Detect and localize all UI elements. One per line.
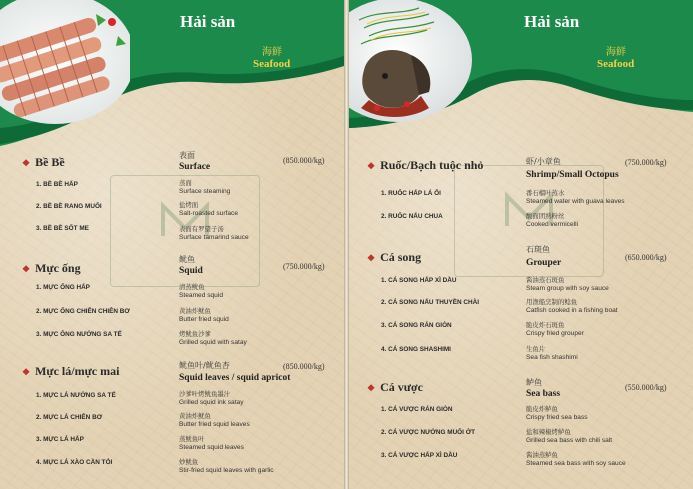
menu-item-en: Butter fried squid <box>179 316 229 323</box>
menu-item-name: 4. CÁ SONG SHASHIMI <box>381 346 451 353</box>
menu-item-cn: 生鱼片 <box>526 345 546 353</box>
menu-item-en: Crispy fried sea bass <box>526 414 588 421</box>
right-menu-page <box>349 0 693 489</box>
left-menu-page <box>0 0 344 489</box>
section-price: (850.000/kg) <box>283 156 325 165</box>
menu-item-en: Cooked vermicelli <box>526 221 579 228</box>
menu-item-cn: 蒸鱿鱼叶 <box>179 435 205 443</box>
diamond-bullet-icon: ❖ <box>367 161 376 171</box>
menu-item-cn: 盐和辣椒烤鲈鱼 <box>526 428 571 436</box>
section-title: ❖ Mực lá/mực mai <box>22 364 120 378</box>
menu-item-en: Steamed squid leaves <box>179 444 244 451</box>
section-title-en: Grouper <box>526 258 562 268</box>
section-title-cn: 鱿鱼叶/鱿鱼杏 <box>179 361 230 370</box>
menu-item-en: Stir-fried squid leaves with garlic <box>179 467 274 474</box>
section-title: ❖ Mực ống <box>22 261 81 275</box>
page-title-en: Seafood <box>597 58 635 70</box>
menu-item-name: 2. CÁ SONG NẤU THUYỀN CHÀI <box>381 299 479 306</box>
page-title: Hải sản <box>524 12 580 31</box>
menu-item-name: 1. CÁ VƯỢC RÁN GIÒN <box>381 406 453 413</box>
section-title: ❖ Cá vược <box>367 380 423 394</box>
menu-item-name: 3. CÁ SONG RÁN GIÒN <box>381 322 452 329</box>
section-title-cn: 表面 <box>179 151 195 160</box>
menu-item-en: Butter fried squid leaves <box>179 421 250 428</box>
section-title-cn: 石斑鱼 <box>526 245 550 254</box>
menu-item-cn: 沙爹叶烤鱿鱼墨汁 <box>179 390 231 398</box>
menu-item-cn: 盐烤面 <box>179 201 199 209</box>
steamed-grouper-photo <box>349 0 479 125</box>
section-title-en: Squid leaves / squid apricot <box>179 373 291 383</box>
menu-item-cn: 脆皮炸鲈鱼 <box>526 405 558 413</box>
menu-item-en: Grilled squid ink satay <box>179 399 244 406</box>
menu-item-cn: 表面有罗望子汤 <box>179 225 224 233</box>
menu-item-cn: 蒸面 <box>179 179 192 187</box>
menu-item-en: Surface steaming <box>179 188 231 195</box>
menu-item-en: Surface tamarind sauce <box>179 234 249 241</box>
menu-item-name: 1. CÁ SONG HẤP XÌ DẦU <box>381 277 457 284</box>
section-price: (550.000/kg) <box>625 383 667 392</box>
section-title-en: Shrimp/Small Octopus <box>526 170 619 180</box>
section-price: (750.000/kg) <box>625 158 667 167</box>
menu-item-name: 1. RUỐC HẤP LÁ ỔI <box>381 190 441 197</box>
diamond-bullet-icon: ❖ <box>367 253 376 263</box>
menu-item-cn: 酱油蒸石斑鱼 <box>526 276 565 284</box>
page-title-en: Seafood <box>253 58 291 70</box>
menu-item-name: 1. MỰC ỐNG HẤP <box>36 284 90 291</box>
page-title-cn: 海鲜 <box>606 47 626 58</box>
mantis-shrimp-photo <box>0 0 130 125</box>
menu-item-name: 3. MỰC ỐNG NƯỚNG SA TẾ <box>36 331 122 338</box>
menu-item-cn: 清蒸鱿鱼 <box>179 283 205 291</box>
page-title: Hải sản <box>180 12 236 31</box>
menu-item-name: 2. MỰC ỐNG CHIÊN CHIÊN BƠ <box>36 308 130 315</box>
section-price: (850.000/kg) <box>283 362 325 371</box>
page-title-cn: 海鲜 <box>262 47 282 58</box>
section-price: (650.000/kg) <box>625 253 667 262</box>
menu-item-en: Steamed water with guava leaves <box>526 198 625 205</box>
section-title-cn: 鲈鱼 <box>526 378 542 387</box>
menu-item-en: Crispy fried grouper <box>526 330 584 337</box>
menu-item-cn: 番石榴叶蒸水 <box>526 189 565 197</box>
menu-item-cn: 脆皮炸石斑鱼 <box>526 321 565 329</box>
menu-item-name: 2. MỰC LÁ CHIÊN BƠ <box>36 414 103 421</box>
section-title-en: Squid <box>179 266 203 276</box>
menu-item-en: Steamed sea bass with soy sauce <box>526 460 626 467</box>
diamond-bullet-icon: ❖ <box>367 383 376 393</box>
section-title-cn: 虾/小章鱼 <box>526 157 561 166</box>
menu-item-cn: 酱油蒸鲈鱼 <box>526 451 558 459</box>
menu-item-name: 1. MỰC LÁ NƯỚNG SA TẾ <box>36 392 116 399</box>
section-title-en: Sea bass <box>526 389 561 399</box>
menu-item-name: 2. BỀ BỀ RANG MUỐI <box>36 203 102 210</box>
menu-item-name: 4. MỰC LÁ XÀO CẦN TỎI <box>36 459 113 466</box>
diamond-bullet-icon: ❖ <box>22 264 31 274</box>
section-title-en: Surface <box>179 162 211 172</box>
menu-item-en: Sea fish shashimi <box>526 354 578 361</box>
menu-item-name: 2. CÁ VƯỢC NƯỚNG MUỐI ỚT <box>381 429 476 436</box>
section-title: ❖ Cá song <box>367 250 422 264</box>
menu-item-name: 2. RUỐC NẤU CHUA <box>381 213 443 220</box>
menu-item-name: 3. MỰC LÁ HẤP <box>36 436 84 443</box>
menu-item-cn: 酸面团熟粉丝 <box>526 212 565 220</box>
section-price: (750.000/kg) <box>283 262 325 271</box>
menu-item-cn: 炒鱿鱼 <box>179 458 199 466</box>
menu-item-en: Grilled squid with satay <box>179 339 247 346</box>
menu-item-cn: 黄油炸鱿鱼 <box>179 307 211 315</box>
menu-item-en: Steam group with soy sauce <box>526 285 609 292</box>
menu-item-cn: 烤鱿鱼沙爹 <box>179 330 211 338</box>
section-title: ❖ Ruốc/Bạch tuộc nhỏ <box>367 158 484 172</box>
section-title-cn: 鱿鱼 <box>179 255 195 264</box>
menu-item-name: 3. CÁ VƯỢC HẤP XÌ DẦU <box>381 452 458 459</box>
menu-item-cn: 用渔船烹制的鲶鱼 <box>526 298 578 306</box>
menu-item-en: Salt-roasted surface <box>179 210 239 217</box>
menu-item-en: Catfish cooked in a fishing boat <box>526 307 618 314</box>
menu-item-name: 1. BỀ BỀ HẤP <box>36 181 78 188</box>
diamond-bullet-icon: ❖ <box>22 158 31 168</box>
section-title: ❖ Bề Bề <box>22 155 65 169</box>
menu-item-en: Grilled sea bass with chili salt <box>526 437 613 444</box>
diamond-bullet-icon: ❖ <box>22 367 31 377</box>
menu-item-en: Steamed squid <box>179 292 223 299</box>
menu-item-name: 3. BỀ BỀ SỐT ME <box>36 225 89 232</box>
menu-item-cn: 黄油炸鱿鱼 <box>179 412 211 420</box>
